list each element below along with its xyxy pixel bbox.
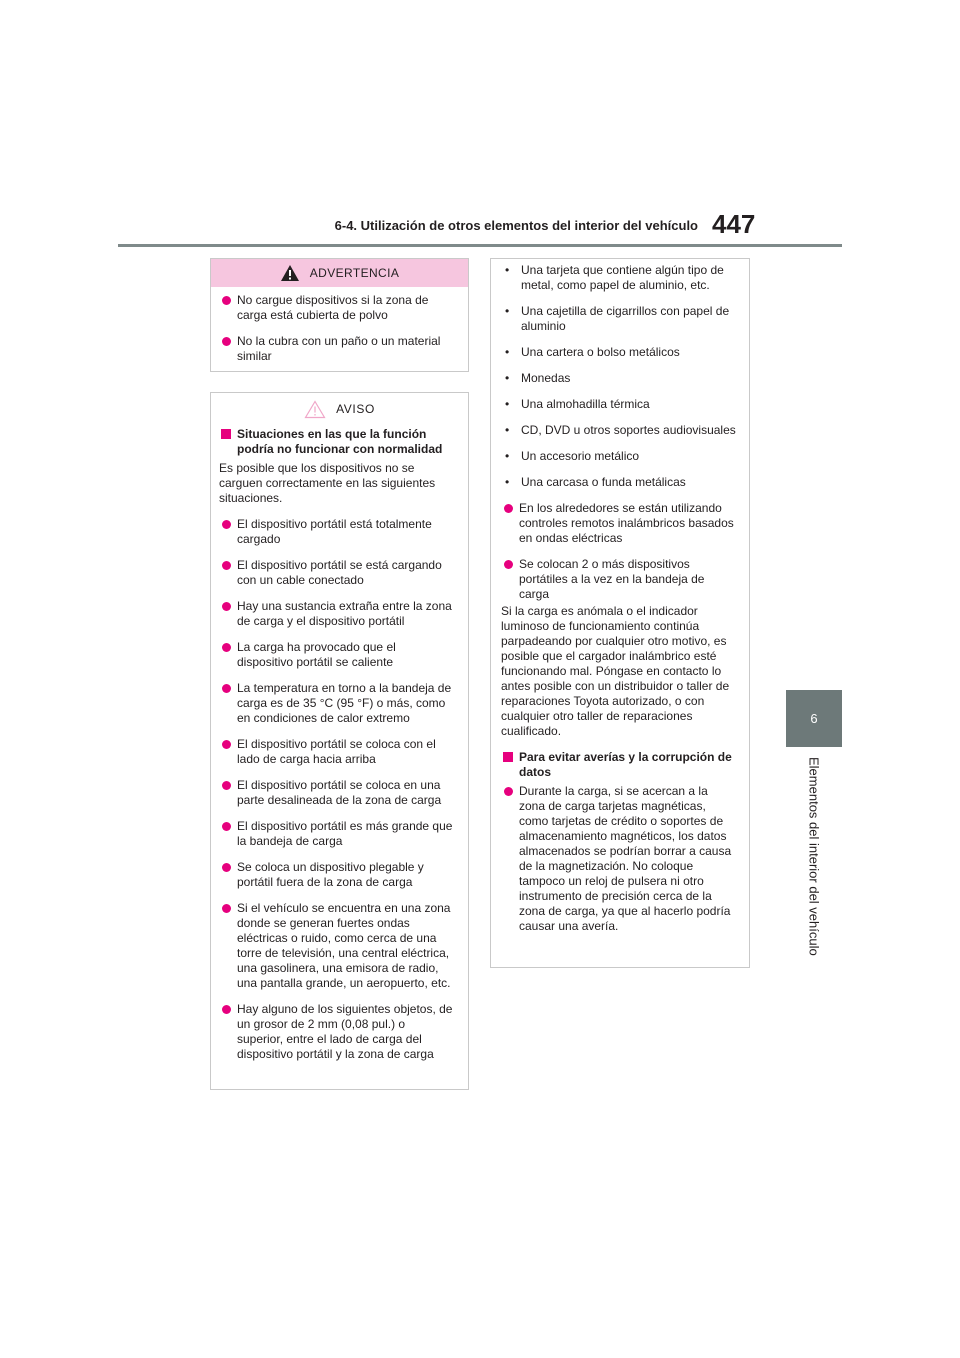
notice-item: El dispositivo portátil está totalmente cargado (219, 517, 454, 547)
notice-item: La carga ha provocado que el dispositivo portátil se caliente (219, 640, 454, 670)
continued-item: Se colocan 2 o más dispositivos portátiles a la vez en la bandeja de carga (501, 557, 737, 602)
notice-item: Hay una sustancia extraña entre la zona de carga y el dispositivo portátil (219, 599, 454, 629)
object-item: • Monedas (501, 371, 737, 386)
warning-header (211, 259, 468, 287)
notice-item: El dispositivo portátil se coloca en una parte desalineada de la zona de carga (219, 778, 454, 808)
notice-content (211, 423, 468, 1062)
chapter-title: Elementos del interior del vehículo (806, 757, 822, 956)
object-item: • Una cajetilla de cigarrillos con papel de aluminio (501, 304, 737, 334)
warning-title: ADVERTENCIA (309, 266, 400, 280)
object-item: • Una carcasa o funda metálicas (501, 475, 737, 490)
header-rule (118, 244, 842, 247)
continued-item: En los alrededores se están utilizando controles remotos inalámbricos basados en ondas eléctricas (501, 501, 737, 546)
notice-continued-box (490, 258, 750, 968)
continued-heading: Para evitar averías y la corrupción de datos (501, 750, 737, 780)
continued-paragraph: Si la carga es anómala o el indicador luminoso de funcionamiento continúa parpadeando por cualquier otro motivo, es posible que el cargador inalámbrico esté funcionando mal. Póngase en contacto lo antes posible con un distribuidor o taller de reparaciones Toyota autorizado, o con cualquier otro taller de reparaciones cualificado. (501, 604, 730, 738)
notice-item: El dispositivo portátil es más grande que la bandeja de carga (219, 819, 454, 849)
continued-item: Durante la carga, si se acercan a la zona de carga tarjetas magnéticas, como tarjetas de crédito o soportes de almacenamiento magnéticos, los datos almacenados se podrían borrar a causa de la magnetización. No coloque tampoco un reloj de pulsera ni otro instrumento de precisión cerca de la zona de carga, ya que al hacerlo podría causar una avería. (501, 784, 737, 934)
object-item: • Una cartera o bolso metálicos (501, 345, 737, 360)
notice-item: El dispositivo portátil se coloca con el lado de carga hacia arriba (219, 737, 454, 767)
warning-item: No la cubra con un paño o un material similar (219, 334, 454, 364)
object-item: • Una tarjeta que contiene algún tipo de metal, como papel de aluminio, etc. (501, 263, 737, 293)
section-title: 6-4. Utilización de otros elementos del interior del vehículo (334, 218, 698, 233)
warning-triangle-icon (280, 264, 300, 282)
notice-header (211, 395, 468, 423)
page-number: 447 (712, 209, 756, 239)
notice-item: El dispositivo portátil se está cargando con un cable conectado (219, 558, 454, 588)
notice-box (210, 392, 469, 1090)
object-item: • Una almohadilla térmica (501, 397, 737, 412)
notice-triangle-icon (304, 400, 326, 419)
warning-content (211, 287, 468, 364)
notice-item: Hay alguno de los siguientes objetos, de un grosor de 2 mm (0,08 pul.) o superior, entre el lado de carga del dispositivo portátil y la zona de carga (219, 1002, 454, 1062)
notice-title: AVISO (336, 402, 375, 416)
notice-item: Si el vehículo se encuentra en una zona donde se generan fuertes ondas eléctricas o ruido, como cerca de una torre de televisión, una central eléctrica, una gasolinera, una emisora de radio, una pantalla grande, un aeropuerto, etc. (219, 901, 454, 991)
chapter-number: 6 (810, 711, 818, 726)
notice-item: Se coloca un dispositivo plegable y portátil fuera de la zona de carga (219, 860, 454, 890)
notice-item: La temperatura en torno a la bandeja de carga es de 35 °C (95 °F) o más, como en condiciones de calor extremo (219, 681, 454, 726)
chapter-side-label (786, 757, 842, 977)
continued-content (491, 259, 749, 934)
notice-heading: Situaciones en las que la función podría no funcionar con normalidad (219, 427, 454, 457)
notice-intro: Es posible que los dispositivos no se carguen correctamente en las siguientes situaciones. (219, 461, 436, 505)
chapter-tab (786, 690, 842, 747)
object-item: • CD, DVD u otros soportes audiovisuales (501, 423, 737, 438)
warning-box (210, 258, 469, 372)
object-item: • Un accesorio metálico (501, 449, 737, 464)
warning-item: No cargue dispositivos si la zona de carga está cubierta de polvo (219, 293, 454, 323)
